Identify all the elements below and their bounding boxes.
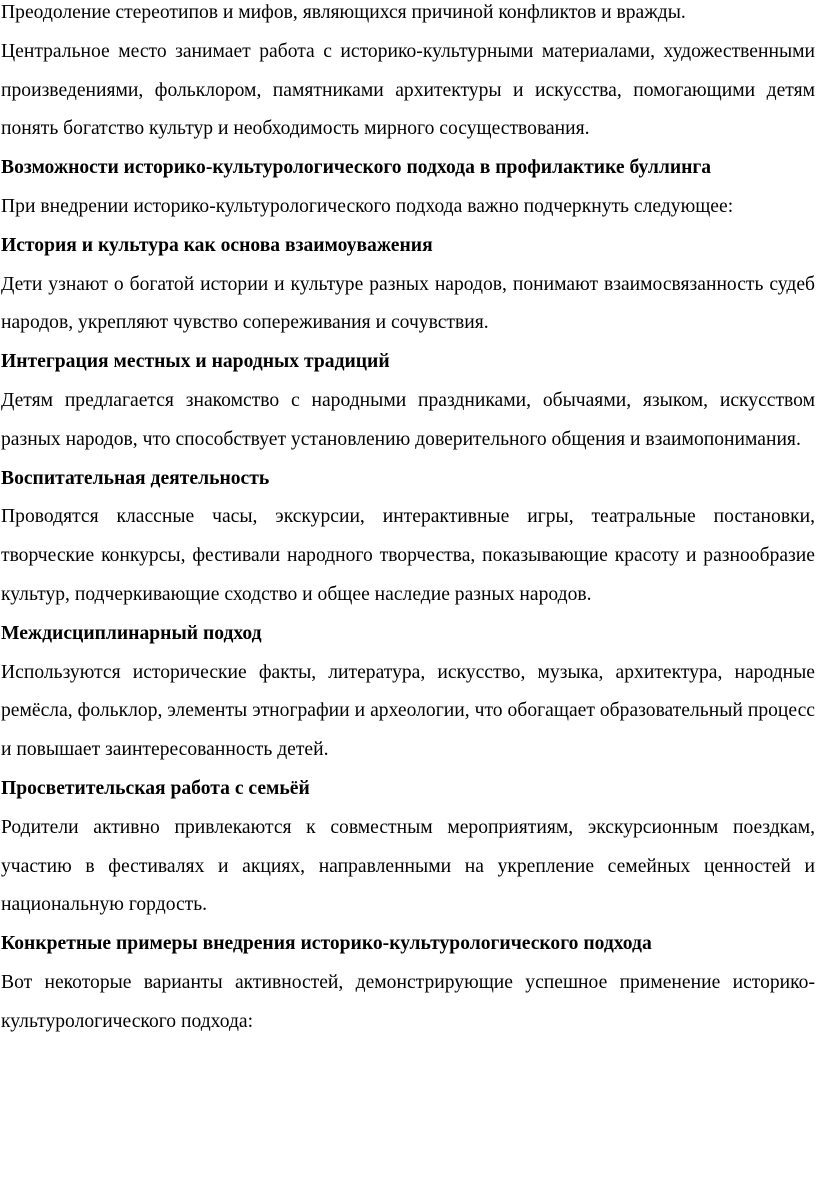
paragraph-interdisciplinary: Используются исторические факты, литература, искусство, музыка, архитектура, народные ремёсла, фольклор, элементы этнографии и археологии, что обогащает образовательный процесс и повышает заинтересованность детей. [1,661,815,761]
heading-interdisciplinary: Междисциплинарный подход [1,622,262,644]
paragraph-central-place: Центральное место занимает работа с историко-культурными материалами, художественными произведениями, фольклором, памятниками архитектуры и искусства, помогающими детям понять богатство культур и необходимость мирного сосуществования. [1,40,815,140]
paragraph-traditions: Детям предлагается знакомство с народными праздниками, обычаями, языком, искусством разных народов, что способствует установлению доверительного общения и взаимопонимания. [1,389,815,450]
paragraph-examples: Вот некоторые варианты активностей, демонстрирующие успешное применение историко-культурологического подхода: [1,971,815,1032]
heading-traditions: Интеграция местных и народных традиций [1,351,390,373]
paragraph-family-work: Родители активно привлекаются к совместным мероприятиям, экскурсионным поездкам, участию в фестивалях и акциях, направленными на укрепление семейных ценностей и национальную гордость. [1,816,815,916]
paragraph-implementation: При внедрении историко-культурологического подхода важно подчеркнуть следующее: [1,195,734,217]
paragraph-history-culture: Дети узнают о богатой истории и культуре разных народов, понимают взаимосвязанность судеб народов, укрепляют чувство сопереживания и сочувствия. [1,273,815,334]
heading-examples: Конкретные примеры внедрения историко-культурологического подхода [1,933,652,955]
heading-history-culture: История и культура как основа взаимоуважения [1,234,433,256]
paragraph-educational-activity: Проводятся классные часы, экскурсии, интерактивные игры, театральные постановки, творческие конкурсы, фестивали народного творчества, показывающие красоту и разнообразие культур, подчеркивающие сходство и общее наследие разных народов. [1,506,815,605]
heading-educational-activity: Воспитательная деятельность [1,467,270,489]
heading-family-work: Просветительская работа с семьёй [1,777,310,799]
heading-possibilities: Возможности историко-культурологического подхода в профилактике буллинга [1,157,712,179]
paragraph-stereotypes: Преодоление стереотипов и мифов, являющихся причиной конфликтов и вражды. [1,2,686,23]
